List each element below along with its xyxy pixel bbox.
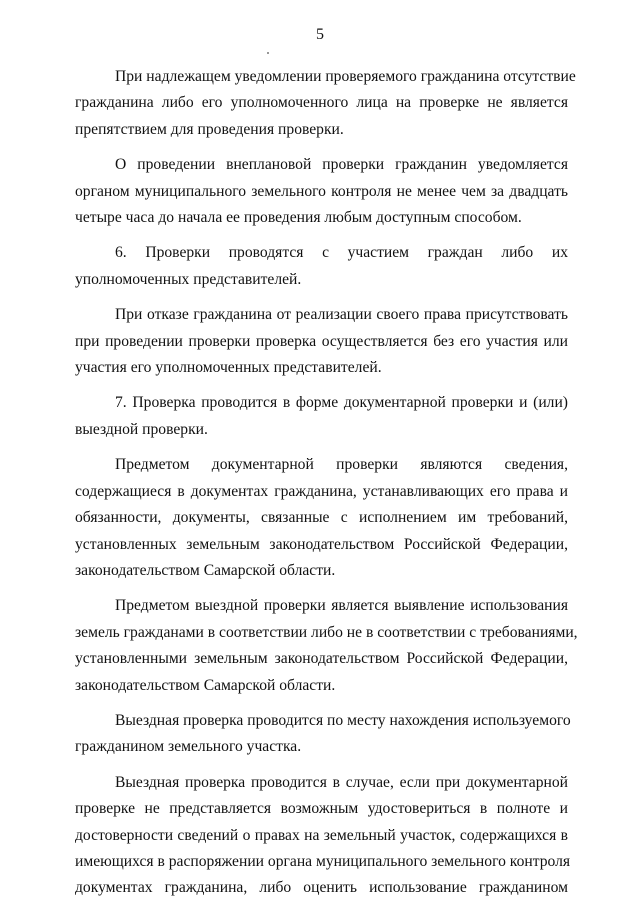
paragraph-field-location <box>75 708 571 761</box>
text-line: Выездная проверка проводится по месту нахождения используемого <box>115 711 571 729</box>
text-line: гражданина либо его уполномоченного лица на проверке не является <box>75 94 568 112</box>
paragraph-field-conditions <box>75 770 571 902</box>
page-number: 5 <box>316 26 324 43</box>
text-line: Выездная проверка проводится в случае, если при документарной <box>115 773 568 791</box>
paragraph-notification <box>75 64 576 143</box>
text-line: законодательством Самарской области. <box>75 676 336 694</box>
text-line: установленными земельным законодательством Российской Федерации, <box>75 650 568 668</box>
text-line: установленных земельным законодательством Российской Федерации, <box>75 535 568 553</box>
text-line: При отказе гражданина от реализации своего права присутствовать <box>115 306 568 324</box>
text-line: гражданином земельного участка. <box>75 738 302 756</box>
text-line: При надлежащем уведомлении проверяемого гражданина отсутствие <box>115 68 576 85</box>
text-line: препятствием для проведения проверки. <box>75 120 344 138</box>
text-line: обязанности, документы, связанные с исполнением им требований, <box>75 509 568 527</box>
text-line: органом муниципального земельного контроля не менее чем за двадцать <box>75 182 568 200</box>
text-line: Предметом документарной проверки являются сведения, <box>115 456 568 474</box>
paragraph-item-6 <box>75 240 568 293</box>
text-line: 6. Проверки проводятся с участием граждан либо их <box>115 244 568 262</box>
paragraph-unscheduled-inspection <box>75 152 568 231</box>
paragraph-field-subject <box>75 593 578 699</box>
text-line: участия его уполномоченных представителей. <box>75 359 382 377</box>
paragraph-refusal <box>75 302 568 381</box>
text-line: достоверности сведений о правах на земельный участок, содержащихся в <box>75 826 568 844</box>
text-line: уполномоченных представителей. <box>75 270 302 288</box>
text-line: О проведении внеплановой проверки гражданин уведомляется <box>115 156 568 174</box>
text-line: проверке не представляется возможным удостовериться в полноте и <box>75 800 568 818</box>
text-line: содержащиеся в документах гражданина, устанавливающих его права и <box>75 482 568 500</box>
paragraph-item-7 <box>75 390 568 443</box>
text-line: четыре часа до начала ее проведения любым доступным способом. <box>75 209 522 227</box>
document-body <box>75 64 578 911</box>
text-line: выездной проверки. <box>75 420 208 438</box>
text-line: имеющихся в распоряжении органа муниципального земельного контроля <box>75 852 571 870</box>
text-line: законодательством Самарской области. <box>75 561 336 579</box>
text-line: Предметом выездной проверки является выявление использования <box>115 597 568 615</box>
text-line: при проведении проверки проверка осуществляется без его участия или <box>75 332 568 350</box>
paragraph-documentary-subject <box>75 452 568 584</box>
text-line: земель гражданами в соответствии либо не в соответствии с требованиями, <box>75 623 578 641</box>
scan-speck <box>267 52 269 54</box>
text-line: 7. Проверка проводится в форме документарной проверки и (или) <box>115 394 568 412</box>
text-line: документах гражданина, либо оценить использование гражданином <box>75 879 568 897</box>
